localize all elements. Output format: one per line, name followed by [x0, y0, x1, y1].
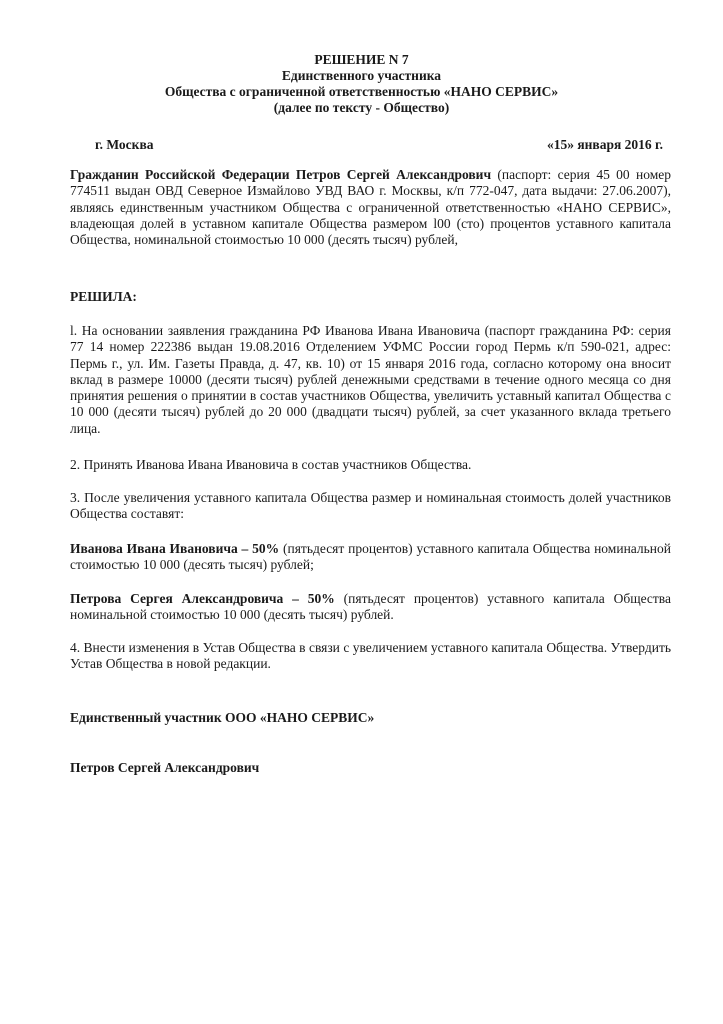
intro-paragraph: [70, 167, 671, 248]
header-abbreviation-note: (далее по тексту - Общество): [273, 100, 450, 115]
signature-role: Единственный участник ООО «НАНО СЕРВИС»: [70, 710, 375, 725]
header-company-name: Общества с ограниченной ответственностью «НАНО СЕРВИС»: [164, 84, 559, 99]
share-ivanov: [70, 541, 671, 574]
share-petrov-bold: Петрова Сергея Александровича – 50%: [70, 591, 335, 606]
document-title: РЕШЕНИЕ N 7: [314, 52, 409, 67]
item-1: l. На основании заявления гражданина РФ Иванова Ивана Ивановича (паспорт гражданина РФ: серия 77 14 номер 222386 выдан 19.08.2016 Отделением УФМС России город Пермь к/п 590-021, адрес: Пермь г., ул. Им. Газеты Правда, д. 47, кв. 10) от 15 января 2016 года, согласно которому она вносит вклад в размере 10000 (десяти тысяч) рублей денежными средствами в течение одного месяца со дня принятия решения о принятии в состав участников Общества, увеличить уставный капитал Общества с 10 000 (десяти тысяч) рублей до 20 000 (двадцати тысяч) рублей, за счет указанного вклада третьего лица.: [70, 323, 671, 436]
share-petrov: [70, 591, 671, 624]
header-subtitle-participant: Единственного участника: [281, 68, 442, 83]
intro-participant-name: Гражданин Российской Федерации Петров Сергей Александрович: [70, 167, 492, 182]
item-3: 3. После увеличения уставного капитала Общества размер и номинальная стоимость долей участников Общества составят:: [70, 490, 671, 522]
intro-text: (паспорт: серия 45 00 номер 774511 выдан ОВД Северное Измайлово УВД ВАО г. Москвы, к/п 772-047, дата выдачи: 27.06.2007), являясь единственным участником Общества с ограниченной ответственностью «НАНО СЕРВИС», владеющая долей в уставном капитале Общества размером l00 (сто) процентов уставного капитала Общества, номинальной стоимостью 10 000 (десять тысяч) рублей,: [70, 167, 671, 248]
share-petrov-text: (пятьдесят процентов) уставного капитала Общества номинальной стоимостью 10 000 (десять тысяч) рублей.: [70, 591, 671, 623]
document-header: [0, 52, 723, 116]
city: г. Москва: [95, 137, 154, 152]
share-ivanov-bold: Иванова Ивана Ивановича – 50%: [70, 541, 280, 556]
share-ivanov-text: (пятьдесят процентов) уставного капитала Общества номинальной стоимостью 10 000 (десять тысяч) рублей;: [70, 541, 671, 573]
item-2: 2. Принять Иванова Ивана Ивановича в состав участников Общества.: [70, 457, 472, 472]
item-4: 4. Внести изменения в Устав Общества в связи с увеличением уставного капитала Общества. Утвердить Устав Общества в новой редакции.: [70, 640, 671, 672]
resolved-heading: РЕШИЛА:: [70, 289, 137, 304]
signature-name: Петров Сергей Александрович: [70, 760, 260, 775]
document-date: «15» января 2016 г.: [546, 137, 663, 152]
